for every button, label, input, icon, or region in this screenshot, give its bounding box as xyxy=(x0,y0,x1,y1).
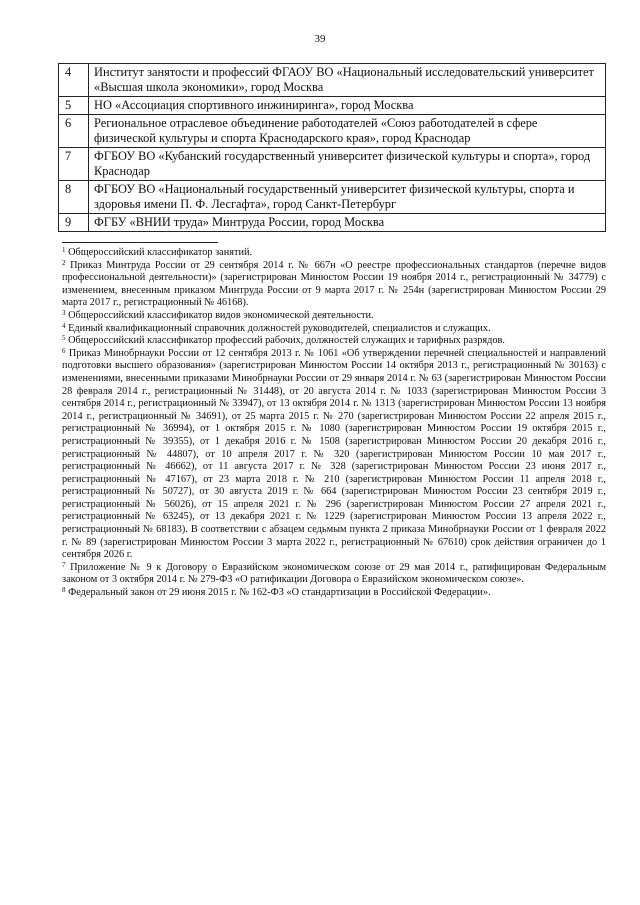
footnote-text: Общероссийский классификатор занятий. xyxy=(68,247,253,258)
table-row xyxy=(59,214,606,232)
footnote-text: Общероссийский классификатор видов экономической деятельности. xyxy=(68,309,374,321)
organization-name: ФГБУ «ВНИИ труда» Минтруда России, город Москва xyxy=(89,214,606,232)
footnote xyxy=(62,323,606,336)
footnote-mark: 8 xyxy=(62,586,66,595)
footnote-mark: 6 xyxy=(62,346,66,355)
footnote xyxy=(62,348,606,562)
footnote-mark: 2 xyxy=(62,258,66,267)
table-row xyxy=(59,115,606,148)
organization-name: Институт занятости и профессий ФГАОУ ВО «Национальный исследовательский университет «Высшая школа экономики», город Москва xyxy=(89,64,606,97)
footnote xyxy=(62,587,606,600)
footnote-text: Приложение № 9 к Договору о Евразийском экономическом союзе от 29 мая 2014 г., ратифицирован Федеральным законом от 3 октября 2014 г. № 279-ФЗ «О ратификации Договора о Евразийском экономическом союзе». xyxy=(62,561,606,586)
organization-name: ФГБОУ ВО «Национальный государственный университет физической культуры, спорта и здоровья имени П. Ф. Лесгафта», город Санкт-Петербург xyxy=(89,181,606,214)
row-number: 6 xyxy=(59,115,89,148)
table-row xyxy=(59,97,606,115)
organization-name: НО «Ассоциация спортивного инжиниринга», город Москва xyxy=(89,97,606,115)
footnote-mark: 3 xyxy=(62,308,66,317)
footnote xyxy=(62,260,606,310)
footnote xyxy=(62,247,606,260)
footnote-separator xyxy=(62,242,218,243)
footnote-text: Приказ Минтруда России от 29 сентября 2014 г. № 667н «О реестре профессиональных стандартов (перечне видов профессиональной деятельности)» (зарегистрирован Минюстом России 19 ноября 2014 г., регистрационный № 34779) с изменением, внесенным приказом Минтруда России от 9 марта 2017 г. № 254н (зарегистрирован Минюстом России 29 марта 2017 г., регистрационный № 46168). xyxy=(62,259,606,309)
row-number: 8 xyxy=(59,181,89,214)
footnotes xyxy=(62,247,606,600)
footnote-text: Федеральный закон от 29 июня 2015 г. № 162-ФЗ «О стандартизации в Российской Федерации». xyxy=(68,587,491,599)
organizations-table xyxy=(58,63,606,232)
footnote xyxy=(62,335,606,348)
table-row xyxy=(59,181,606,214)
organization-name: ФГБОУ ВО «Кубанский государственный университет физической культуры и спорта», город Краснодар xyxy=(89,148,606,181)
row-number: 4 xyxy=(59,64,89,97)
footnote-mark: 4 xyxy=(62,321,66,330)
footnote-mark: 1 xyxy=(62,246,66,254)
footnote xyxy=(62,562,606,587)
page-number: 39 xyxy=(314,33,326,45)
row-number: 5 xyxy=(59,97,89,115)
footnote-text: Единый квалификационный справочник должностей руководителей, специалистов и служащих. xyxy=(68,322,491,334)
footnote-mark: 5 xyxy=(62,334,66,343)
footnote-text: Общероссийский классификатор профессий рабочих, должностей служащих и тарифных разрядов. xyxy=(68,335,505,347)
row-number: 7 xyxy=(59,148,89,181)
row-number: 9 xyxy=(59,214,89,232)
organization-name: Региональное отраслевое объединение работодателей «Союз работодателей в сфере физической культуры и спорта Краснодарского края», город Краснодар xyxy=(89,115,606,148)
footnote xyxy=(62,310,606,323)
table-row xyxy=(59,148,606,181)
footnote-text: Приказ Минобрнауки России от 12 сентября 2013 г. № 1061 «Об утверждении перечней специальностей и направлений подготовки высшего образования» (зарегистрирован Минюстом России 14 октября 2013 г., регистрационный № 30163) с изменениями, внесенными приказами Минобрнауки России от 29 января 2014 г. № 63 (зарегистрирован Минюстом России 28 февраля 2014 г., регистрационный № 31448), от 20 августа 2014 г. № 1033 (зарегистрирован Минюстом России 3 сентября 2014 г., регистрационный № 33947), от 13 октября 2014 г. № 1313 (зарегистрирован Минюстом России 13 ноября 2014 г., регистрационный № 34691), от 25 марта 2015 г. № 270 (зарегистрирован Минюстом России 22 апреля 2015 г., регистрационный № 36994), от 1 октября 2015 г. № 1080 (зарегистрирован Минюстом России 19 октября 2015 г., регистрационный № 39355), от 1 декабря 2016 г. № 1508 (зарегистрирован Минюстом России 20 декабря 2016 г., регистрационный № 44807), от 10 апреля 2017 г. № 320 (зарегистрирован Минюстом России 10 мая 2017 г., регистрационный № 46662), от 11 августа 2017 г. № 328 (зарегистрирован Минюстом России 23 июня 2017 г., регистрационный № 47167), от 23 марта 2018 г. № 210 (зарегистрирован Минюстом России 11 апреля 2018 г., регистрационный № 50727), от 30 августа 2019 г. № 664 (зарегистрирован Минюстом России 23 сентября 2019 г., регистрационный № 56026), от 15 апреля 2021 г. № 296 (зарегистрирован Минюстом России 27 апреля 2021 г., регистрационный № 63245), от 13 декабря 2021 г. № 1229 (зарегистрирован Минюстом России 13 апреля 2022 г., регистрационный № 68183). В соответствии с абзацем седьмым пункта 2 приказа Минобрнауки России от 1 февраля 2022 г. № 89 (зарегистрирован Минюстом России 3 марта 2022 г., регистрационный № 67610) срок действия ограничен до 1 сентября 2026 г. xyxy=(62,347,607,561)
table-row xyxy=(59,64,606,97)
footnote-mark: 7 xyxy=(62,560,66,569)
